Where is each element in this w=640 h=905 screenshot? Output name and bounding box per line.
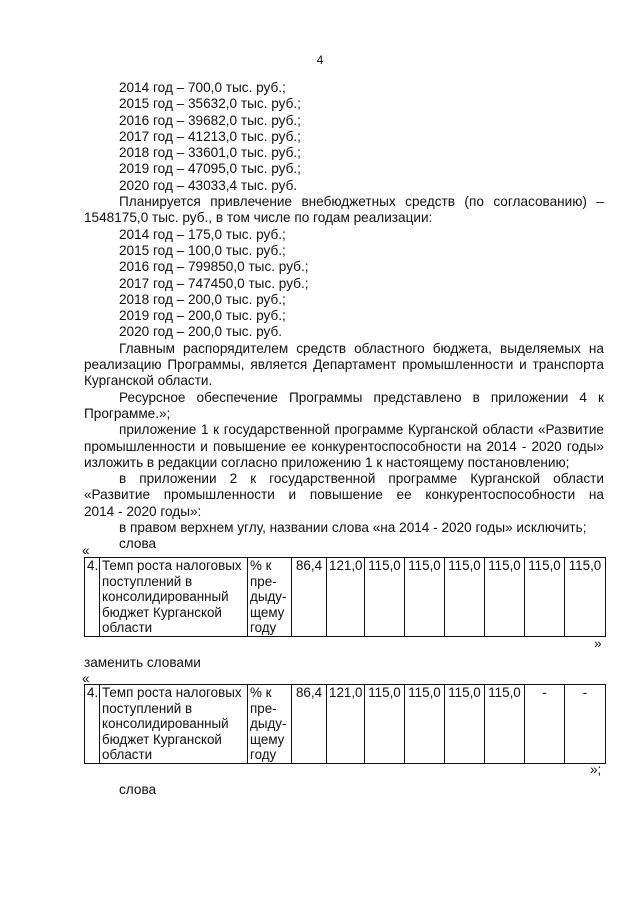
value-cell-2014: 121,0 — [327, 685, 365, 764]
budget-year-list — [84, 80, 604, 553]
unit-line: дыду- — [250, 716, 287, 732]
extra-line-2016: 2016 год – 799850,0 тыс. руб.; — [119, 259, 309, 275]
extra-line-2019: 2019 год – 200,0 тыс. руб.; — [119, 308, 286, 324]
page-number: 4 — [316, 53, 324, 67]
budget-line-2016: 2016 год – 39682,0 тыс. руб.; — [119, 112, 301, 128]
value-cell-2013: 86,4 — [292, 558, 327, 637]
unit-line: пре- — [250, 700, 277, 716]
manager-para-line-1: Главным распорядителем средств областного бюджета, выделяемых на — [119, 340, 604, 356]
value-cell-2019: 115,0 — [525, 558, 565, 637]
budget-line-2014: 2014 год – 700,0 тыс. руб.; — [119, 80, 286, 95]
indicator-name-line: области — [102, 747, 153, 763]
appendix2-para-line-2: «Развитие промышленности и повышение ее конкурентоспособности на — [84, 487, 604, 503]
value-cell-2016: 115,0 — [405, 685, 445, 764]
value-cell-2016: 115,0 — [405, 558, 445, 637]
budget-line-2018: 2018 год – 33601,0 тыс. руб.; — [119, 145, 301, 161]
row-number: 4. — [85, 685, 100, 764]
value-cell-2020: 115,0 — [565, 558, 606, 637]
budget-line-2019: 2019 год – 47095,0 тыс. руб.; — [119, 161, 301, 177]
indicator-name-line: бюджет Курганской — [102, 604, 222, 620]
extra-line-2015: 2015 год – 100,0 тыс. руб.; — [119, 242, 286, 258]
value-cell-2018: 115,0 — [485, 685, 525, 764]
value-cell-2014: 121,0 — [327, 558, 365, 637]
unit-cell — [248, 558, 292, 637]
unit-line: % к — [250, 558, 272, 573]
indicator-name-line: поступлений в — [102, 700, 193, 716]
appendix2-para-line-3: 2014 - 2020 годы»: — [84, 503, 202, 519]
budget-line-2020: 2020 год – 43033,4 тыс. руб. — [119, 177, 298, 193]
indicator-name-line: Темп роста налоговых — [102, 558, 242, 573]
unit-line: % к — [250, 685, 272, 700]
appendix1-para-line-2: промышленности и повышение ее конкурентоспособности на 2014 - 2020 годы» — [84, 438, 604, 454]
manager-para-line-2: реализацию Программы, является Департамент промышленности и транспорта — [84, 357, 604, 373]
open-quote-1: « — [82, 543, 90, 558]
extra-line-2017: 2017 год – 747450,0 тыс. руб.; — [119, 275, 309, 291]
extra-line-2020: 2020 год – 200,0 тыс. руб. — [119, 324, 283, 340]
value-cell-2017: 115,0 — [445, 558, 485, 637]
close-quote-2: »; — [590, 762, 602, 777]
indicator-table-old — [84, 557, 606, 637]
indicator-name-line: области — [102, 620, 153, 636]
table-row — [85, 685, 606, 764]
unit-line: году — [250, 620, 277, 636]
value-cell-2020: - — [565, 685, 606, 764]
indicator-name-line: Темп роста налоговых — [102, 685, 242, 700]
unit-line: пре- — [250, 573, 277, 589]
value-cell-2015: 115,0 — [365, 558, 405, 637]
extra-funds-line-1: Планируется привлечение внебюджетных средств (по согласованию) – — [119, 194, 604, 210]
indicator-name-line: консолидированный — [102, 589, 229, 605]
budget-line-2017: 2017 год – 41213,0 тыс. руб.; — [119, 128, 301, 144]
value-cell-2017: 115,0 — [445, 685, 485, 764]
unit-line: году — [250, 747, 277, 763]
manager-para-line-3: Курганской области. — [84, 373, 213, 389]
unit-cell — [248, 685, 292, 764]
indicator-name-line: бюджет Курганской — [102, 731, 222, 747]
unit-line: щему — [250, 731, 285, 747]
open-quote-2: « — [82, 671, 90, 686]
indicator-name-line: поступлений в — [102, 573, 193, 589]
extra-line-2014: 2014 год – 175,0 тыс. руб.; — [119, 226, 286, 242]
corner-title-line: в правом верхнем углу, названии слова «на 2014 - 2020 годы» исключить; — [119, 520, 587, 536]
row-number: 4. — [85, 558, 100, 637]
extra-line-2018: 2018 год – 200,0 тыс. руб.; — [119, 291, 286, 307]
appendix1-para-line-1: приложение 1 к государственной программе Курганской области «Развитие — [119, 422, 604, 438]
budget-line-2015: 2015 год – 35632,0 тыс. руб.; — [119, 96, 301, 112]
appendix2-para-line-1: в приложении 2 к государственной программе Курганской области — [119, 471, 604, 487]
resource-para-line-2: Программе.»; — [84, 405, 171, 421]
unit-line: щему — [250, 604, 285, 620]
value-cell-2019: - — [525, 685, 565, 764]
words-label: слова — [119, 536, 157, 552]
words-label-2: слова — [119, 782, 157, 797]
table-row — [85, 558, 606, 637]
value-cell-2013: 86,4 — [292, 685, 327, 764]
unit-line: дыду- — [250, 589, 287, 605]
indicator-name — [100, 558, 248, 637]
extra-funds-line-2: 1548175,0 тыс. руб., в том числе по годам реализации: — [84, 210, 433, 226]
replace-label: заменить словами — [84, 655, 201, 670]
indicator-name-line: консолидированный — [102, 716, 229, 732]
indicator-table-new — [84, 684, 606, 764]
value-cell-2018: 115,0 — [485, 558, 525, 637]
resource-para-line-1: Ресурсное обеспечение Программы представлено в приложении 4 к — [119, 389, 604, 405]
close-quote-1: » — [594, 636, 602, 651]
indicator-name — [100, 685, 248, 764]
appendix1-para-line-3: изложить в редакции согласно приложению 1 к настоящему постановлению; — [84, 454, 570, 470]
value-cell-2015: 115,0 — [365, 685, 405, 764]
